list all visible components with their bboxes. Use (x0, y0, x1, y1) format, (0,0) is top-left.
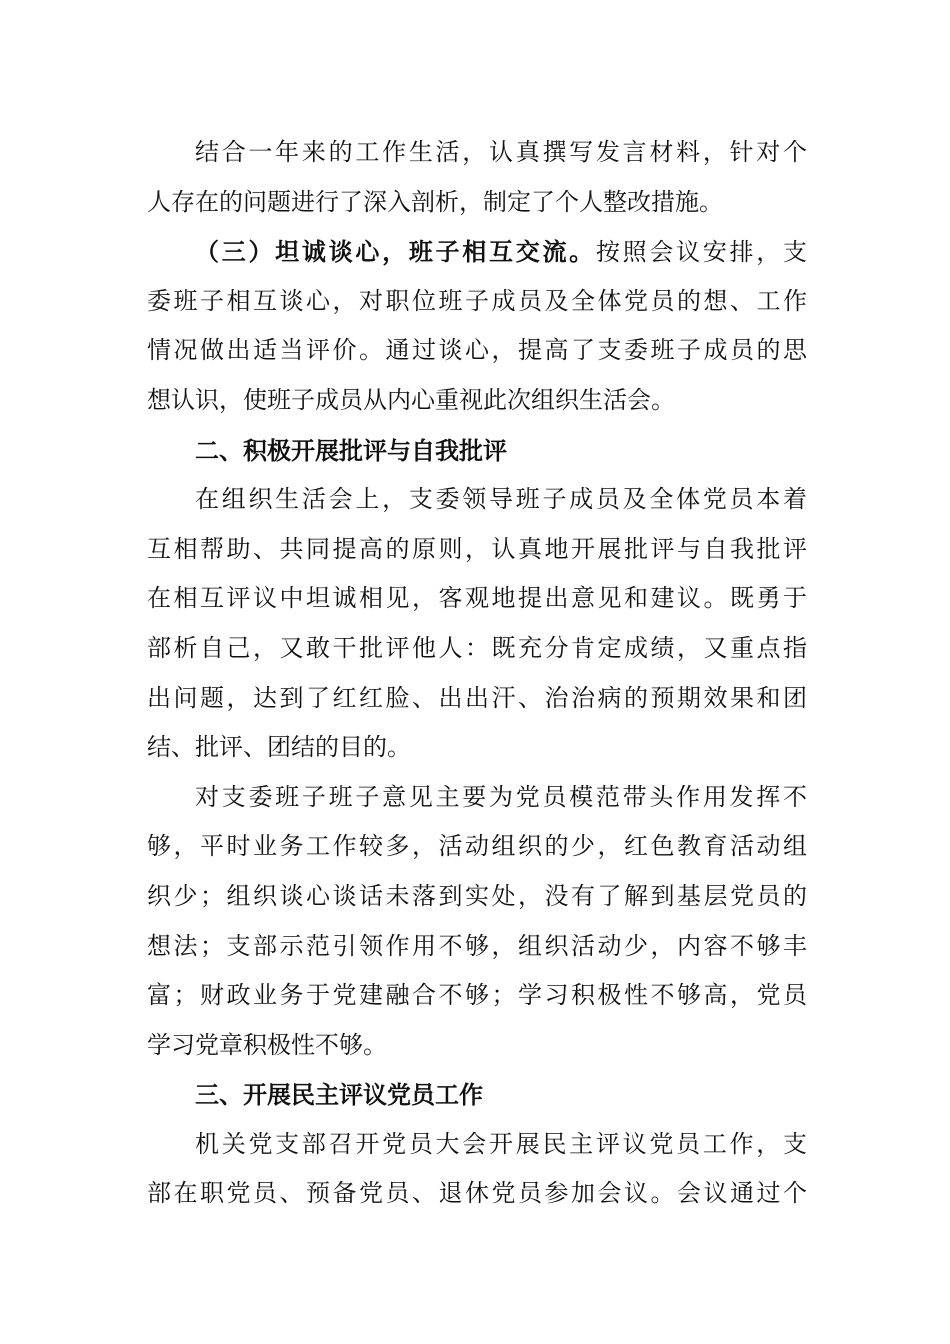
paragraph-line: 结合一年来的工作生活，认真撰写发言材料，针对个 (195, 138, 807, 166)
section-heading: 三、开展民主评议党员工作 (195, 1080, 483, 1110)
paragraph-line: 部在职党员、预备党员、退休党员参加会议。会议通过个 (147, 1179, 807, 1208)
paragraph-line: 结、批评、团结的目的。 (147, 733, 411, 762)
paragraph-line: 对支委班子班子意见主要为党员模范带头作用发挥不 (195, 782, 807, 811)
subheading-inline: （三）坦诚谈心，班子相互交流。 (195, 237, 596, 267)
paragraph-line: 想法；支部示范引领作用不够，组织活动少，内容不够丰 (147, 931, 807, 960)
paragraph-line: 人存在的问题进行了深入剖析，制定了个人整改措施。 (147, 187, 723, 216)
paragraph-line: 部析自己，又敢干批评他人：既充分肯定成绩，又重点指 (147, 633, 807, 662)
paragraph-line: 互相帮助、共同提高的原则，认真地开展批评与自我批评 (147, 534, 807, 563)
paragraph-line: 出问题，达到了红红脸、出出汗、治治病的预期效果和团 (147, 683, 807, 712)
paragraph-line: 学习党章积极性不够。 (147, 1030, 387, 1059)
paragraph-line: 机关党支部召开党员大会开展民主评议党员工作，支 (195, 1129, 807, 1158)
paragraph-line-mixed (147, 227, 807, 277)
paragraph-line: 富；财政业务于党建融合不够；学习积极性不够高，党员 (147, 981, 807, 1010)
paragraph-line: 在组织生活会上，支委领导班子成员及全体党员本着 (195, 485, 807, 514)
paragraph-line: 织少；组织谈心谈话未落到实处，没有了解到基层党员的 (147, 881, 807, 910)
paragraph-line: 够，平时业务工作较多，活动组织的少，红色教育活动组 (147, 832, 807, 861)
paragraph-text: 按照会议安排，支 (595, 238, 808, 267)
document-page (147, 128, 807, 1219)
paragraph-line: 在相互评议中坦诚相见，客观地提出意见和建议。既勇于 (147, 584, 807, 613)
paragraph-line: 想认识，使班子成员从内心重视此次组织生活会。 (147, 385, 675, 414)
paragraph-line: 情况做出适当评价。通过谈心，提高了支委班子成员的思 (147, 336, 807, 365)
section-heading: 二、积极开展批评与自我批评 (195, 435, 507, 465)
paragraph-line: 委班子相互谈心，对职位班子成员及全体党员的想、工作 (147, 286, 807, 315)
